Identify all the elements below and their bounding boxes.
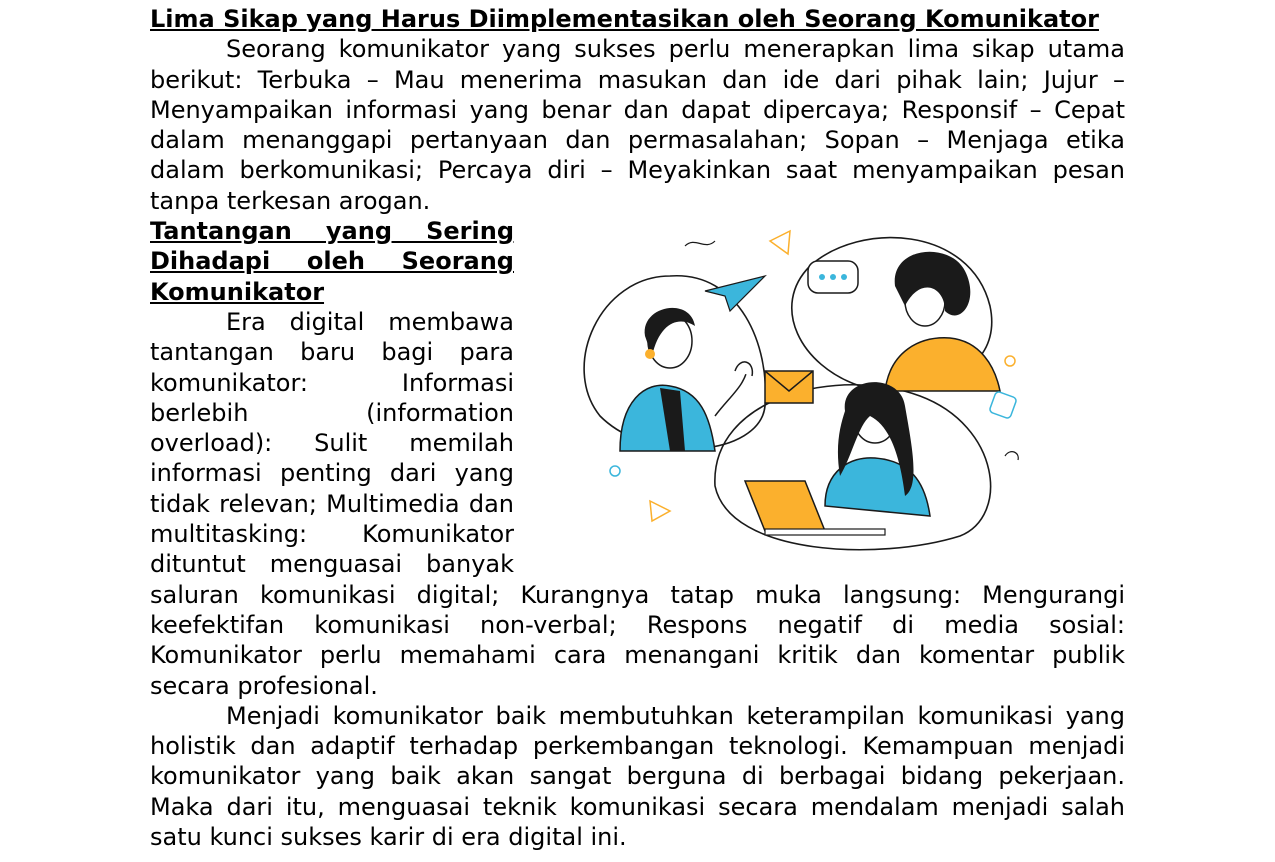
person-left-icon bbox=[620, 308, 752, 451]
paragraph-five-attitudes: Seorang komunikator yang sukses perlu menerapkan lima sikap utama berikut: Terbuka – Mau menerima masukan dan ide dari pihak lain; Jujur – Menyampaikan informasi yang benar dan dapat dipercaya; Responsif – Cepat dalam menanggapi pertanyaan dan permasalahan; Sopan – Menjaga etika dalam berkomunikasi; Percaya diri – Meyakinkan saat menyampaikan pesan tanpa terkesan arogan. bbox=[150, 35, 1125, 215]
paragraph-challenges: Era digital membawa tantangan baru bagi para komunikator: Informasi berlebih (information overload): Sulit memilah informasi penting dari yang tidak relevan; Multimedia dan multitasking: Komunikator dituntut menguasai banyak saluran komunikasi digital; Kurangnya tatap muka langsung: Mengurangi keefektifan komunikasi non-verbal; Respons negatif di media sosial: Komunikator perlu memahami cara menangani kritik dan komentar publik secara profesional. bbox=[150, 307, 1125, 700]
communication-illustration bbox=[540, 216, 1125, 576]
section-heading-five-attitudes: Lima Sikap yang Harus Diimplementasikan oleh Seorang Komunikator bbox=[150, 5, 1099, 33]
person-bottom-laptop-icon bbox=[745, 382, 930, 535]
online-communication-illustration-icon bbox=[540, 216, 1125, 576]
document-page bbox=[150, 4, 1125, 852]
section-heading-challenges: Tantangan yang Sering Dihadapi oleh Seorang Komunikator bbox=[150, 217, 514, 306]
paragraph-closing: Menjadi komunikator baik membutuhkan keterampilan komunikasi yang holistik dan adaptif terhadap perkembangan teknologi. Kemampuan menjadi komunikator yang baik akan sangat berguna di berbagai bidang pekerjaan. Maka dari itu, menguasai teknik komunikasi secara mendalam menjadi salah satu kunci sukses karir di era digital ini. bbox=[150, 701, 1125, 852]
person-top-right-icon bbox=[885, 252, 1000, 391]
